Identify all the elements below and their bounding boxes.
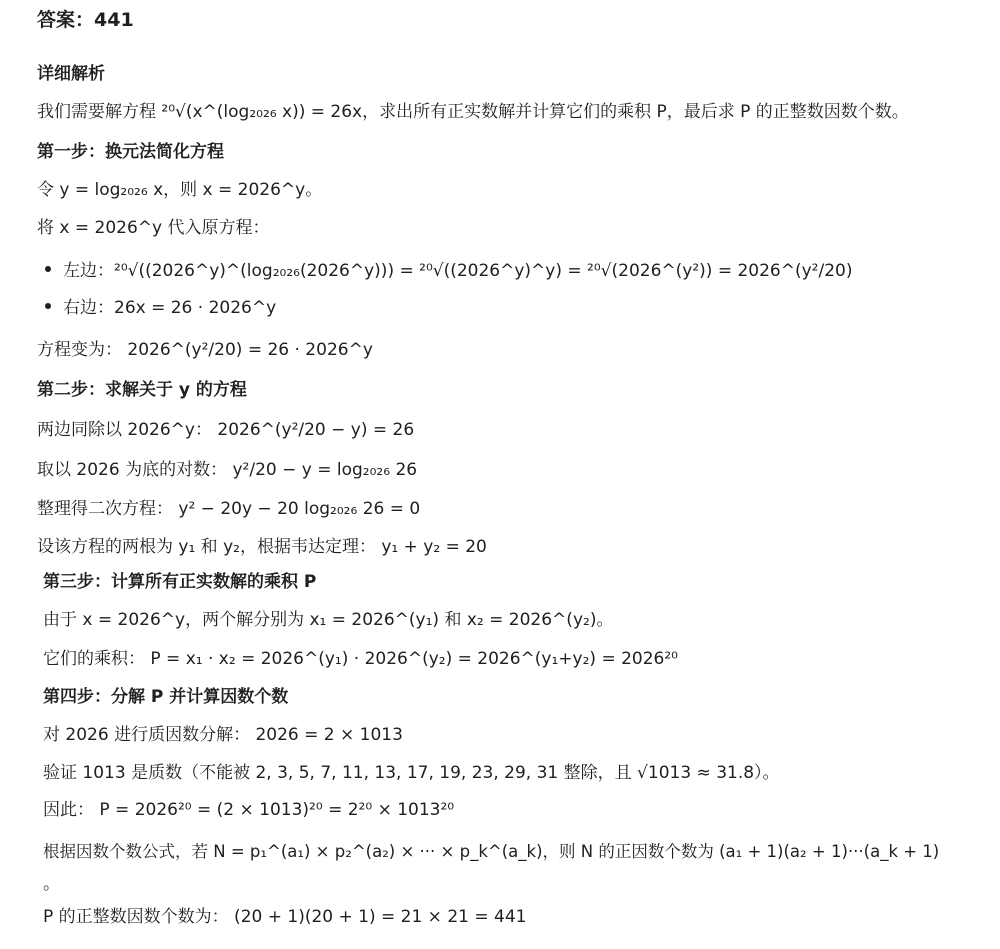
step4-heading: 第四步：分解 P 并计算因数个数	[43, 687, 289, 707]
bullet-dot	[45, 266, 51, 272]
step3-product: 它们的乘积： P = x₁ · x₂ = 2026^(y₁) · 2026^(y₂) = 2026^(y₁+y₂) = 2026²⁰	[43, 649, 678, 669]
step2-log: 取以 2026 为底的对数： y²/20 − y = log₂₀₂₆ 26	[37, 460, 418, 480]
step2-vieta: 设该方程的两根为 y₁ 和 y₂，根据韦达定理： y₁ + y₂ = 20	[37, 537, 487, 557]
step2-divide: 两边同除以 2026^y： 2026^(y²/20 − y) = 26	[37, 420, 415, 440]
step4-formula-period: 。	[43, 874, 60, 894]
step4-factorization: 对 2026 进行质因数分解： 2026 = 2 × 1013	[43, 725, 403, 745]
bullet-left-side	[45, 259, 852, 283]
step3-heading: 第三步：计算所有正实数解的乘积 P	[43, 572, 317, 592]
step1-result: 方程变为： 2026^(y²/20) = 26 · 2026^y	[37, 340, 373, 360]
step4-therefore: 因此： P = 2026²⁰ = (2 × 1013)²⁰ = 2²⁰ × 1013²⁰	[43, 800, 455, 820]
step2-quadratic: 整理得二次方程： y² − 20y − 20 log₂₀₂₆ 26 = 0	[37, 499, 421, 519]
bullet-right-side	[45, 296, 276, 320]
step1-substitution: 令 y = log₂₀₂₆ x，则 x = 2026^y。	[37, 180, 323, 200]
detail-title: 详细解析	[37, 64, 105, 84]
step3-solutions: 由于 x = 2026^y，两个解分别为 x₁ = 2026^(y₁) 和 x₂ = 2026^(y₂)。	[43, 610, 614, 630]
step1-plug-in: 将 x = 2026^y 代入原方程：	[37, 218, 270, 238]
final-answer-line: P 的正整数因数个数为： (20 + 1)(20 + 1) = 21 × 21 = 441	[43, 907, 527, 927]
bullet-right-text: 右边：26x = 26 · 2026^y	[63, 298, 277, 318]
intro-text: 我们需要解方程 ²⁰√(x^(log₂₀₂₆ x)) = 26x，求出所有正实数解并计算它们的乘积 P，最后求 P 的正整数因数个数。	[37, 102, 909, 122]
bullet-dot	[45, 303, 51, 309]
step4-prime-check: 验证 1013 是质数（不能被 2, 3, 5, 7, 11, 13, 17, 19, 23, 29, 31 整除，且 √1013 ≈ 31.8）。	[43, 763, 780, 783]
bullet-left-text: 左边：²⁰√((2026^y)^(log₂₀₂₆(2026^y))) = ²⁰√((2026^y)^y) = ²⁰√(2026^(y²)) = 2026^(y²/20)	[63, 261, 853, 281]
step2-heading: 第二步：求解关于 y 的方程	[37, 380, 247, 400]
answer-title: 答案：441	[37, 9, 134, 31]
step1-heading: 第一步：换元法简化方程	[37, 142, 224, 162]
step4-divisor-formula: 根据因数个数公式，若 N = p₁^(a₁) × p₂^(a₂) × ··· × p_k^(a_k)，则 N 的正因数个数为 (a₁ + 1)(a₂ + 1)···(a_k + 1)	[43, 842, 940, 861]
